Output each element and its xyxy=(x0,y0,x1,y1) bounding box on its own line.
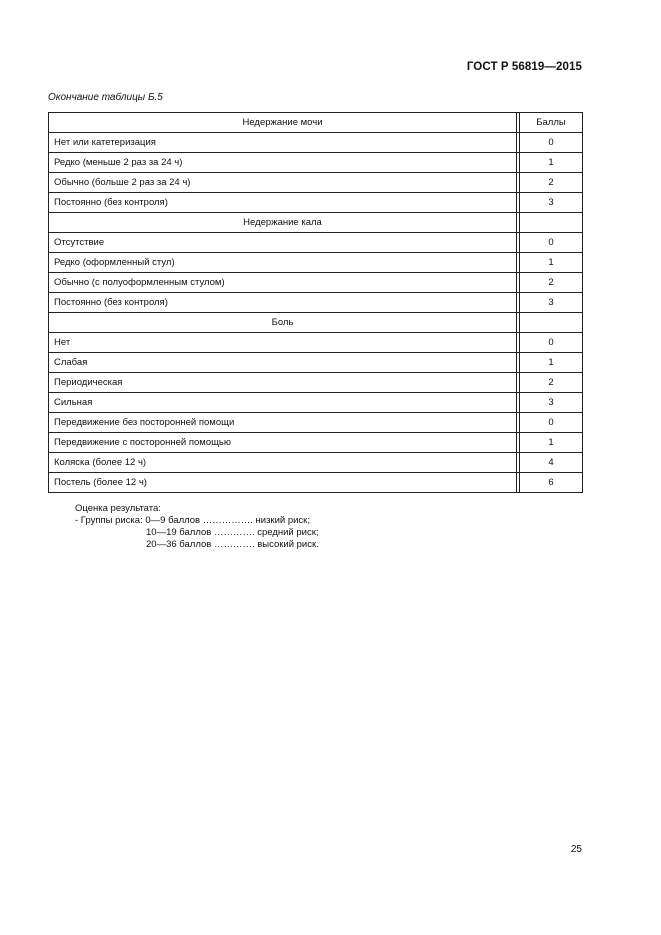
row-label: Передвижение с посторонней помощью xyxy=(48,432,516,452)
table-row xyxy=(48,292,583,312)
row-label: Отсутствие xyxy=(48,232,516,252)
header-category: Недержание мочи xyxy=(48,112,516,132)
table-row xyxy=(48,412,583,432)
row-score: 2 xyxy=(519,372,583,392)
row-label: Редко (меньше 2 раз за 24 ч) xyxy=(48,152,516,172)
row-label: Слабая xyxy=(48,352,516,372)
row-score: 1 xyxy=(519,252,583,272)
risk-low-line: - Группы риска: 0—9 баллов ……………. низкий риск; xyxy=(75,515,310,526)
table-row xyxy=(48,252,583,272)
row-label: Нет или катетеризация xyxy=(48,132,516,152)
row-score: 3 xyxy=(519,292,583,312)
row-label: Нет xyxy=(48,332,516,352)
risk-high-line: 20—36 баллов …………. высокий риск. xyxy=(146,539,319,550)
table-section-row xyxy=(48,312,583,332)
row-score: 0 xyxy=(519,332,583,352)
row-score: 4 xyxy=(519,452,583,472)
row-label: Периодическая xyxy=(48,372,516,392)
table-row xyxy=(48,232,583,252)
row-score: 2 xyxy=(519,272,583,292)
row-score xyxy=(519,212,583,232)
row-score: 0 xyxy=(519,412,583,432)
row-label: Постель (более 12 ч) xyxy=(48,472,516,493)
row-score: 3 xyxy=(519,392,583,412)
table-row xyxy=(48,392,583,412)
row-label: Сильная xyxy=(48,392,516,412)
row-score: 3 xyxy=(519,192,583,212)
table-row xyxy=(48,432,583,452)
result-title: Оценка результата: xyxy=(75,503,161,514)
header-scores: Баллы xyxy=(519,112,583,132)
row-label: Обычно (с полуоформленным стулом) xyxy=(48,272,516,292)
page-number: 25 xyxy=(570,844,582,855)
row-label: Обычно (больше 2 раз за 24 ч) xyxy=(48,172,516,192)
scores-table xyxy=(48,112,583,493)
row-label: Коляска (более 12 ч) xyxy=(48,452,516,472)
section-label: Боль xyxy=(48,312,516,332)
table-row xyxy=(48,192,583,212)
table-row xyxy=(48,472,583,493)
risk-medium-line: 10—19 баллов …………. средний риск; xyxy=(146,527,319,538)
table-row xyxy=(48,132,583,152)
table-row xyxy=(48,452,583,472)
table-row xyxy=(48,352,583,372)
row-score: 2 xyxy=(519,172,583,192)
row-label: Редко (оформленный стул) xyxy=(48,252,516,272)
table-row xyxy=(48,152,583,172)
row-label: Постоянно (без контроля) xyxy=(48,192,516,212)
row-label: Постоянно (без контроля) xyxy=(48,292,516,312)
row-score: 0 xyxy=(519,232,583,252)
result-block xyxy=(75,503,319,551)
row-score: 1 xyxy=(519,152,583,172)
row-score: 6 xyxy=(519,472,583,493)
row-score: 1 xyxy=(519,432,583,452)
table-caption: Окончание таблицы Б.5 xyxy=(48,92,163,103)
table-header-row xyxy=(48,112,583,132)
table-row xyxy=(48,332,583,352)
standard-number: ГОСТ Р 56819—2015 xyxy=(466,61,582,73)
section-label: Недержание кала xyxy=(48,212,516,232)
row-score: 1 xyxy=(519,352,583,372)
table-row xyxy=(48,172,583,192)
row-label: Передвижение без посторонней помощи xyxy=(48,412,516,432)
table-section-row xyxy=(48,212,583,232)
table-row xyxy=(48,372,583,392)
table-row xyxy=(48,272,583,292)
row-score xyxy=(519,312,583,332)
row-score: 0 xyxy=(519,132,583,152)
